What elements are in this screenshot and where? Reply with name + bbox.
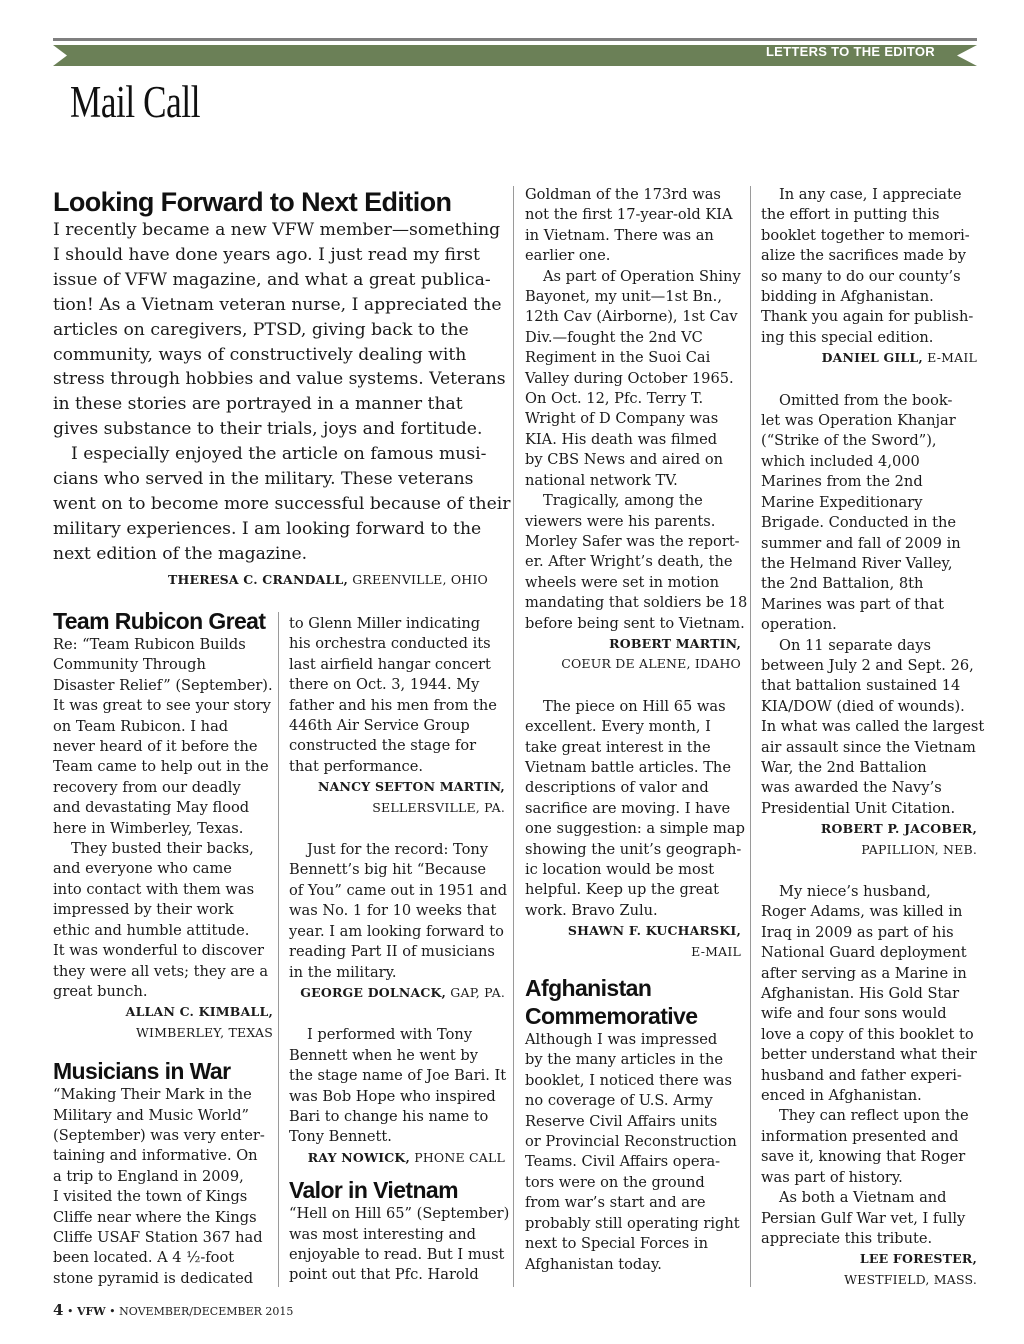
letter-signature: SHAWN F. KUCHARSKI, E-MAIL [567, 923, 741, 959]
letter-body: I recently became a new VFW member—something I should have done years ago. I just read my first issue of VFW magazine, and what a great publica- tion! As a Vietnam veteran nurse, I appreciated the articles on caregivers, PTSD, giving back to the community, ways of constructively dealing with stress through hobbies and value systems. Veterans in these stories are portrayed in a manner that gives substance to their trials, joys and fortitude. I especially enjoyed the article on famous musi- cians who served in the military. These veterans went on to become more successful because of their military experiences. I am looking forward to the next edition of the magazine. [53, 220, 511, 564]
letter-body: Re: “Team Rubicon Builds Community Through Disaster Relief” (September). It was great to see your story on Team Rubicon. I had never heard of it before the Team came to help out in the recovery from our deadly and devastating May flood here in Wimberley, Texas. They busted their backs, and everyone who came into contact with them was impressed by their work ethic and humble attitude. It was wonderful to discover they were all vets; they are a great bunch. [53, 636, 273, 1000]
letter-heading: Musicians in War [53, 1058, 231, 1085]
letter-body: Although I was impressed by the many articles in the booklet, I noticed there was no coverage of U.S. Army Reserve Civil Affairs units or Provincial Reconstruction Teams. Civil Affairs opera- tors were on the ground from war’s start and are probably still operating right next to Special Forces in Afghanistan today. [525, 1031, 740, 1273]
page-footer: 4 • VFW • NOVEMBER/DECEMBER 2015 [53, 1301, 294, 1319]
letter-signature: LEE FORESTER, WESTFIELD, MASS. [844, 1251, 977, 1287]
page-title: Mail Call [70, 77, 201, 127]
letter-signature: DANIEL GILL, E-MAIL [821, 350, 977, 366]
letter-heading: Team Rubicon Great [53, 608, 266, 634]
page-number: 4 [53, 1301, 64, 1319]
publication-name: VFW [76, 1305, 106, 1318]
letter-heading: Looking Forward to Next Edition [53, 187, 452, 217]
letter-signature: THERESA C. CRANDALL, GREENVILLE, OHIO [168, 571, 488, 587]
letter-signature: NANCY SEFTON MARTIN, SELLERSVILLE, PA. [317, 779, 505, 815]
letter-next-edition [53, 186, 511, 590]
letter-heading: Afghanistan Commemorative [525, 975, 698, 1030]
column-rule [278, 612, 279, 1287]
letter-body: I performed with Tony Bennett when he went by the stage name of Joe Bari. It was Bob Hope who inspired Bari to change his name to Tony Bennett. [289, 1026, 507, 1146]
letter-signature: ROBERT MARTIN, COEUR DE ALENE, IDAHO [561, 635, 741, 672]
column-rule [750, 186, 751, 1287]
letter-signature: ROBERT P. JACOBER, PAPILLION, NEB. [820, 821, 977, 857]
column-1 [53, 607, 273, 1289]
letter-signature: RAY NOWICK, PHONE CALL [307, 1149, 505, 1165]
letter-body: Goldman of the 173rd was not the first 17-year-old KIA in Vietnam. There was an earlier one. As part of Operation Shiny Bayonet, my unit—1st Bn., 12th Cav (Airborne), 1st Cav Div.—fought the 2nd VC Regiment in the Suoi Cai Valley during October 1965. On Oct. 12, Pfc. Terry T. Wright of D Company was KIA. His death was filmed by CBS News and aired on national network TV. Tragically, among the viewers were his parents. Morley Safer was the report- er. After Wright’s death, the wheels were set in motion mandating that soldiers be 18 before being sent to Vietnam. [525, 186, 748, 632]
column-4 [761, 185, 985, 1290]
column-3 [525, 185, 748, 1275]
letter-body: The piece on Hill 65 was excellent. Every month, I take great interest in the Vietnam battle articles. The descriptions of valor and sacrifice are moving. I have one suggestion: a simple map showing the unit’s geograph- ic location would be most helpful. Keep up the great work. Bravo Zulu. [525, 697, 745, 919]
letter-body: “Hell on Hill 65” (September) was most interesting and enjoyable to read. But I must point out that Pfc. Harold [289, 1205, 510, 1284]
letter-body: to Glenn Miller indicating his orchestra conducted its last airfield hangar concert there on Oct. 3, 1944. My father and his men from the 446th Air Service Group constructed the stage for that performance. [289, 615, 497, 775]
letter-body: “Making Their Mark in the Military and Music World” (September) was very enter- taining and informative. On a trip to England in 2009, I visited the town of Kings Cliffe near where the Kings Cliffe USAF Station 367 had been located. A 4 ½-foot stone pyramid is dedicated [53, 1086, 265, 1287]
letter-body: My niece’s husband, Roger Adams, was killed in Iraq in 2009 as part of his National Guard deployment after serving as a Marine in Afghanistan. His Gold Star wife and four sons would love a copy of this booklet to better understand what their husband and father experi- enced in Afghanistan. They can reflect upon the information presented and save it, knowing that Roger was part of history. As both a Vietnam and Persian Gulf War vet, I fully appreciate this tribute. [761, 883, 977, 1247]
letter-heading: Valor in Vietnam [289, 1177, 458, 1204]
issue-date: NOVEMBER/DECEMBER 2015 [119, 1305, 294, 1318]
letter-body: In any case, I appreciate the effort in putting this booklet together to memori- alize the sacrifices made by so many to do our county’s bidding in Afghanistan. Thank you again for publish- ing this special edition. [761, 186, 974, 346]
column-rule [513, 186, 514, 1287]
section-banner [53, 38, 977, 66]
letter-signature: ALLAN C. KIMBALL, WIMBERLEY, TEXAS [125, 1004, 273, 1040]
letter-body: Just for the record: Tony Bennett’s big hit “Because of You” came out in 1951 and was No. 1 for 10 weeks that year. I am looking forward to reading Part II of musicians in the military. [289, 841, 508, 981]
letter-signature: GEORGE DOLNACK, GAP, PA. [300, 984, 505, 1000]
section-label: LETTERS TO THE EDITOR [765, 44, 935, 59]
letter-body: Omitted from the book- let was Operation Khanjar (“Strike of the Sword”), which included 4,000 Marines from the 2nd Marine Expeditionary Brigade. Conducted in the summer and fall of 2009 in the Helmand River Valley, the 2nd Battalion, 8th Marines was part of that operation. On 11 separate days between July 2 and Sept. 26, that battalion sustained 14 KIA/DOW (died of wounds). In what was called the largest air assault since the Vietnam War, the 2nd Battalion was awarded the Navy’s Presidential Unit Citation. [761, 391, 985, 817]
column-2 [289, 614, 510, 1286]
